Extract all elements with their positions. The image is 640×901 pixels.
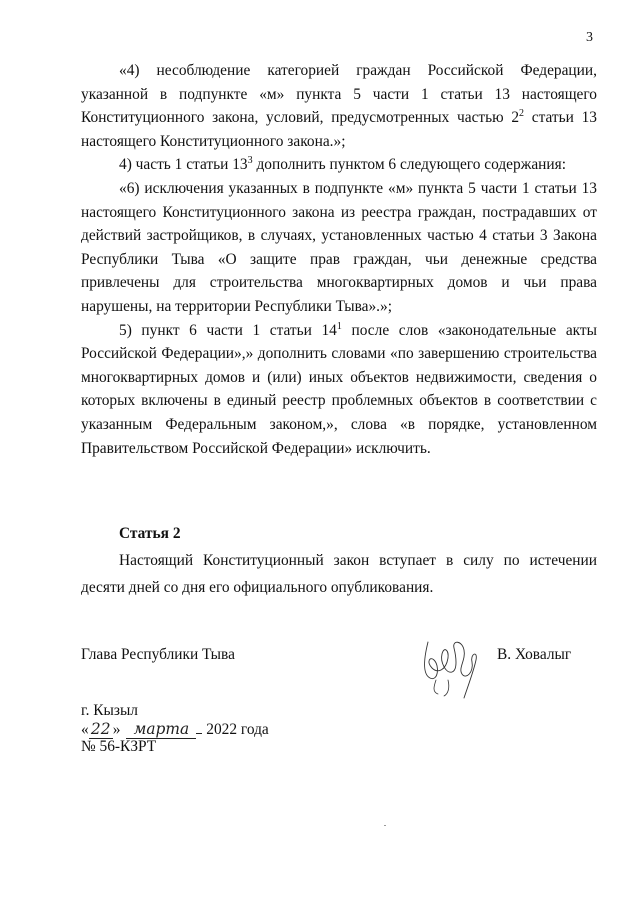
quote-open: « xyxy=(81,721,89,738)
signatory-name: В. Ховалыг xyxy=(497,646,572,663)
paragraph-text: 4) часть 1 статьи 13 xyxy=(119,156,248,174)
date-year: 2022 года xyxy=(206,721,269,738)
paragraph-amendment-4 xyxy=(81,153,597,177)
handwritten-signature xyxy=(418,628,482,700)
paragraph-item-4 xyxy=(81,59,597,153)
superscript: 1 xyxy=(336,320,342,332)
article-2-text: Настоящий Конституционный закон вступает в силу по истечении десяти дней со дня его официального опубликования. xyxy=(81,552,597,596)
article-2-heading: Статья 2 xyxy=(119,525,181,542)
superscript: 2 xyxy=(519,108,525,120)
paragraph-text: «4) несоблюдение категорией граждан Российской Федерации, указанной в подпункте «м» пункта 5 части 1 статьи 13 настоящего Конституционного закона, условий, предусмотренных частью 2 xyxy=(81,62,597,127)
document-body xyxy=(81,59,597,460)
page-number: 3 xyxy=(586,30,593,45)
paragraph-tail: после слов «законодательные акты Российской Федерации»,» дополнить словами «по завершению строительства многоквартирных домов и (или) иных объектов недвижимости, сведения о которых включены в единый реестр проблемных объектов в соответствии с указанным Федеральным законом,», слова «в порядке, установленном Правительством Российской Федерации» исключить. xyxy=(81,321,597,457)
superscript: 3 xyxy=(247,155,253,167)
paragraph-item-6 xyxy=(81,177,597,319)
date-month: марта xyxy=(126,720,196,739)
scan-speck xyxy=(384,825,386,826)
paragraph-tail: статьи 13 настоящего Конституционного закона.»; xyxy=(81,109,597,150)
paragraph-text: 5) пункт 6 части 1 статьи 14 xyxy=(119,321,337,339)
signing-date xyxy=(81,720,269,739)
law-number: № 56-КЗРТ xyxy=(81,738,157,755)
date-day: 22 xyxy=(89,720,113,739)
signatory-position: Глава Республики Тыва xyxy=(81,646,235,663)
article-2-body xyxy=(81,547,597,601)
paragraph-text: «6) исключения указанных в подпункте «м» пункта 5 части 1 статьи 13 настоящего Конституционного закона из реестра граждан, пострадавших от действий застройщиков, в случаях, установленных частью 4 статьи 3 Закона Республики Тыва «О защите прав граждан, чьи денежные средства привлечены для строительства многоквартирных домов и чьи права нарушены, на территории Республики Тыва».»; xyxy=(81,179,597,315)
quote-close: » xyxy=(112,721,121,738)
paragraph-amendment-5 xyxy=(81,319,597,461)
place-of-signing: г. Кызыл xyxy=(81,702,138,719)
paragraph-tail: дополнить пунктом 6 следующего содержания: xyxy=(252,156,567,174)
